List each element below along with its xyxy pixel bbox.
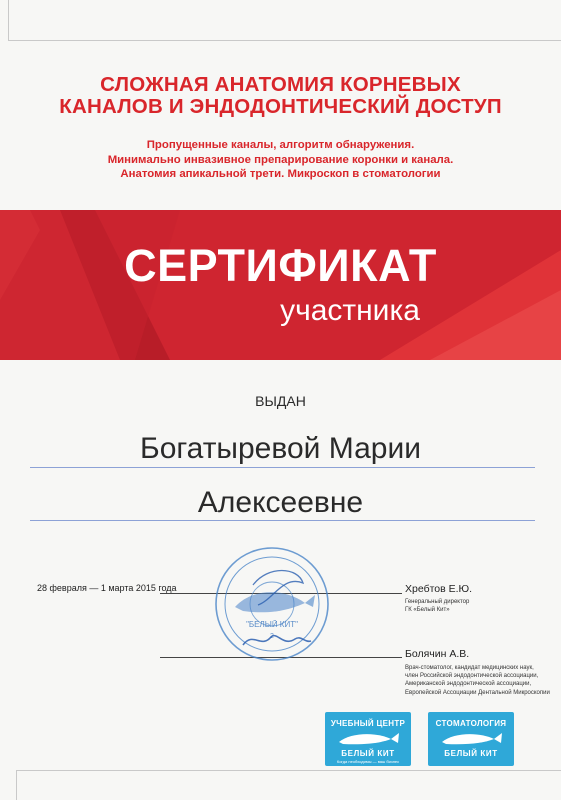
stamp-center-text: "БЕЛЫЙ КИТ" [246, 620, 298, 629]
signer-name: Хребтов Е.Ю. [405, 583, 473, 595]
logo-top-text: УЧЕБНЫЙ ЦЕНТР [330, 719, 406, 728]
dentistry-logo [428, 712, 514, 766]
frame-bottom-rule [16, 770, 561, 800]
training-center-logo [325, 712, 411, 766]
logo-bottom-text: БЕЛЫЙ КИТ [341, 749, 395, 758]
signer-name: Болячин А.В. [405, 648, 470, 660]
whale-icon [428, 730, 514, 748]
recipient-name-line2: Алексеевне [197, 486, 364, 519]
recipient-name-line1: Богатыревой Марии [140, 432, 421, 465]
signer-title-line: ГК «Белый Кит» [405, 607, 450, 614]
course-title [0, 74, 561, 118]
logo-bottom-text: БЕЛЫЙ КИТ [444, 749, 498, 758]
whale-icon [325, 730, 411, 748]
signer-title-line: Американской эндодонтической ассоциации, [405, 681, 532, 688]
signer-title-line: Генеральный директор [405, 599, 470, 605]
course-subtitle-line: Анатомия апикальной трети. Микроскоп в стоматологии [120, 168, 441, 180]
logo-top-text: СТОМАТОЛОГИЯ [435, 719, 507, 728]
issued-label: ВЫДАН [255, 393, 306, 409]
course-subtitle [0, 138, 561, 182]
signer-title-line: Европейской Ассоциации Дентальной Микроскопии [405, 689, 550, 696]
signer-title-line: Врач-стоматолог, кандидат медицинских наук, [405, 665, 534, 671]
course-subtitle-line: Пропущенные каналы, алгоритм обнаружения. [146, 139, 415, 151]
certificate-heading: СЕРТИФИКАТ [124, 240, 437, 291]
certificate-subheading: участника [280, 294, 420, 327]
signer-title-line: член Российской эндодонтической ассоциации, [405, 673, 539, 680]
name-underline [30, 520, 535, 521]
course-title-line: КАНАЛОВ И ЭНДОДОНТИЧЕСКИЙ ДОСТУП [59, 95, 502, 118]
event-dates: 28 февраля — 1 марта 2015 года [37, 583, 177, 593]
logo-tagline: Когда необходимы — ваш бизнес [336, 759, 400, 764]
name-underline [30, 467, 535, 468]
stamp-number: 2 [270, 633, 274, 640]
course-subtitle-line: Минимально инвазивное препарирование коронки и канала. [107, 153, 454, 166]
course-title-line: СЛОЖНАЯ АНАТОМИЯ КОРНЕВЫХ [100, 73, 461, 96]
signer-title [405, 598, 469, 614]
company-stamp [213, 545, 331, 663]
frame-top-rule [8, 0, 561, 41]
signer-title [405, 664, 550, 697]
